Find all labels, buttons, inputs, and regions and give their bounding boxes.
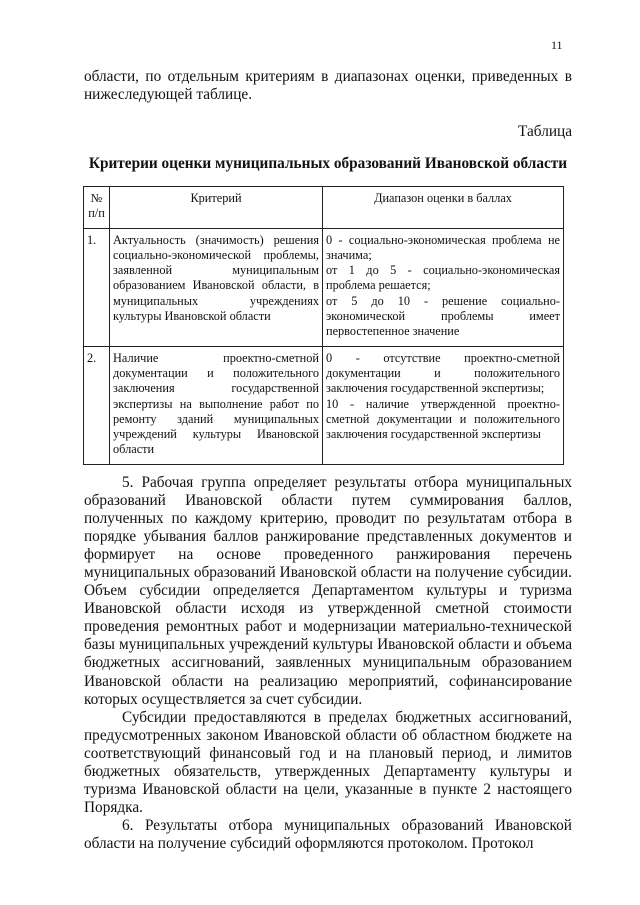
header-criterion: Критерий [110, 187, 323, 229]
header-range: Диапазон оценки в баллах [323, 187, 564, 229]
table-row [84, 228, 564, 346]
table-caption: Таблица [518, 123, 572, 140]
range-line: от 5 до 10 - решение социально-экономической проблемы имеет первостепенное значение [326, 293, 560, 339]
intro-paragraph: области, по отдельным критериям в диапазонах оценки, приведенных в нижеследующей таблице. [84, 68, 572, 103]
table-row [84, 346, 564, 464]
range-line: 0 - отсутствие проектно-сметной документации и положительного заключения государственной экспертизы; [326, 350, 560, 396]
row-range [323, 228, 564, 346]
criteria-table [83, 186, 564, 465]
range-line: от 1 до 5 - социально-экономическая проблема решается; [326, 263, 560, 293]
row-criterion: Наличие проектно-сметной документации и положительного заключения государственной экспертизы на выполнение работ по ремонту зданий муниципальных учреждений культуры Ивановской области [110, 346, 323, 464]
row-number: 2. [84, 346, 110, 464]
row-number: 1. [84, 228, 110, 346]
range-line: 0 - социально-экономическая проблема не значима; [326, 232, 560, 262]
row-range [323, 346, 564, 464]
paragraph-6: 6. Результаты отбора муниципальных образований Ивановской области на получение субсидий оформляются протоколом. Протокол [84, 816, 572, 852]
table-header-row [84, 187, 564, 229]
paragraph-subsidies: Субсидии предоставляются в пределах бюджетных ассигнований, предусмотренных законом Ивановской области об областном бюджете на соответствующий финансовый год и на плановый период, и лимитов бюджетных обязательств, утвержденных Департаменту культуры и туризма Ивановской области на цели, указанные в пункте 2 настоящего Порядка. [84, 708, 572, 816]
paragraph-5: 5. Рабочая группа определяет результаты отбора муниципальных образований Ивановской области путем суммирования баллов, полученных по каждому критерию, проводит по результатам отбора в порядке убывания баллов ранжирование представленных документов и формирует на основе проведенного ранжирования перечень муниципальных образований Ивановской области на получение субсидии. Объем субсидии определяется Департаментом культуры и туризма Ивановской области исходя из утвержденной сметной стоимости проведения ремонтных работ и модернизации материально-технической базы муниципальных учреждений культуры Ивановской области и объема бюджетных ассигнований, заявленных муниципальным образованием Ивановской области на реализацию мероприятий, софинансирование которых осуществляется за счет субсидии. [84, 474, 572, 708]
range-line: 10 - наличие утвержденной проектно-сметной документации и положительного заключения государственной экспертизы [326, 396, 560, 442]
header-number: № п/п [84, 187, 110, 229]
body-text [84, 474, 572, 853]
row-criterion: Актуальность (значимость) решения социально-экономической проблемы, заявленной муниципальным образованием Ивановской области, в муниципальных учреждениях культуры Ивановской области [110, 228, 323, 346]
page-number: 11 [551, 38, 563, 52]
table-title: Критерии оценки муниципальных образований Ивановской области [88, 155, 568, 172]
